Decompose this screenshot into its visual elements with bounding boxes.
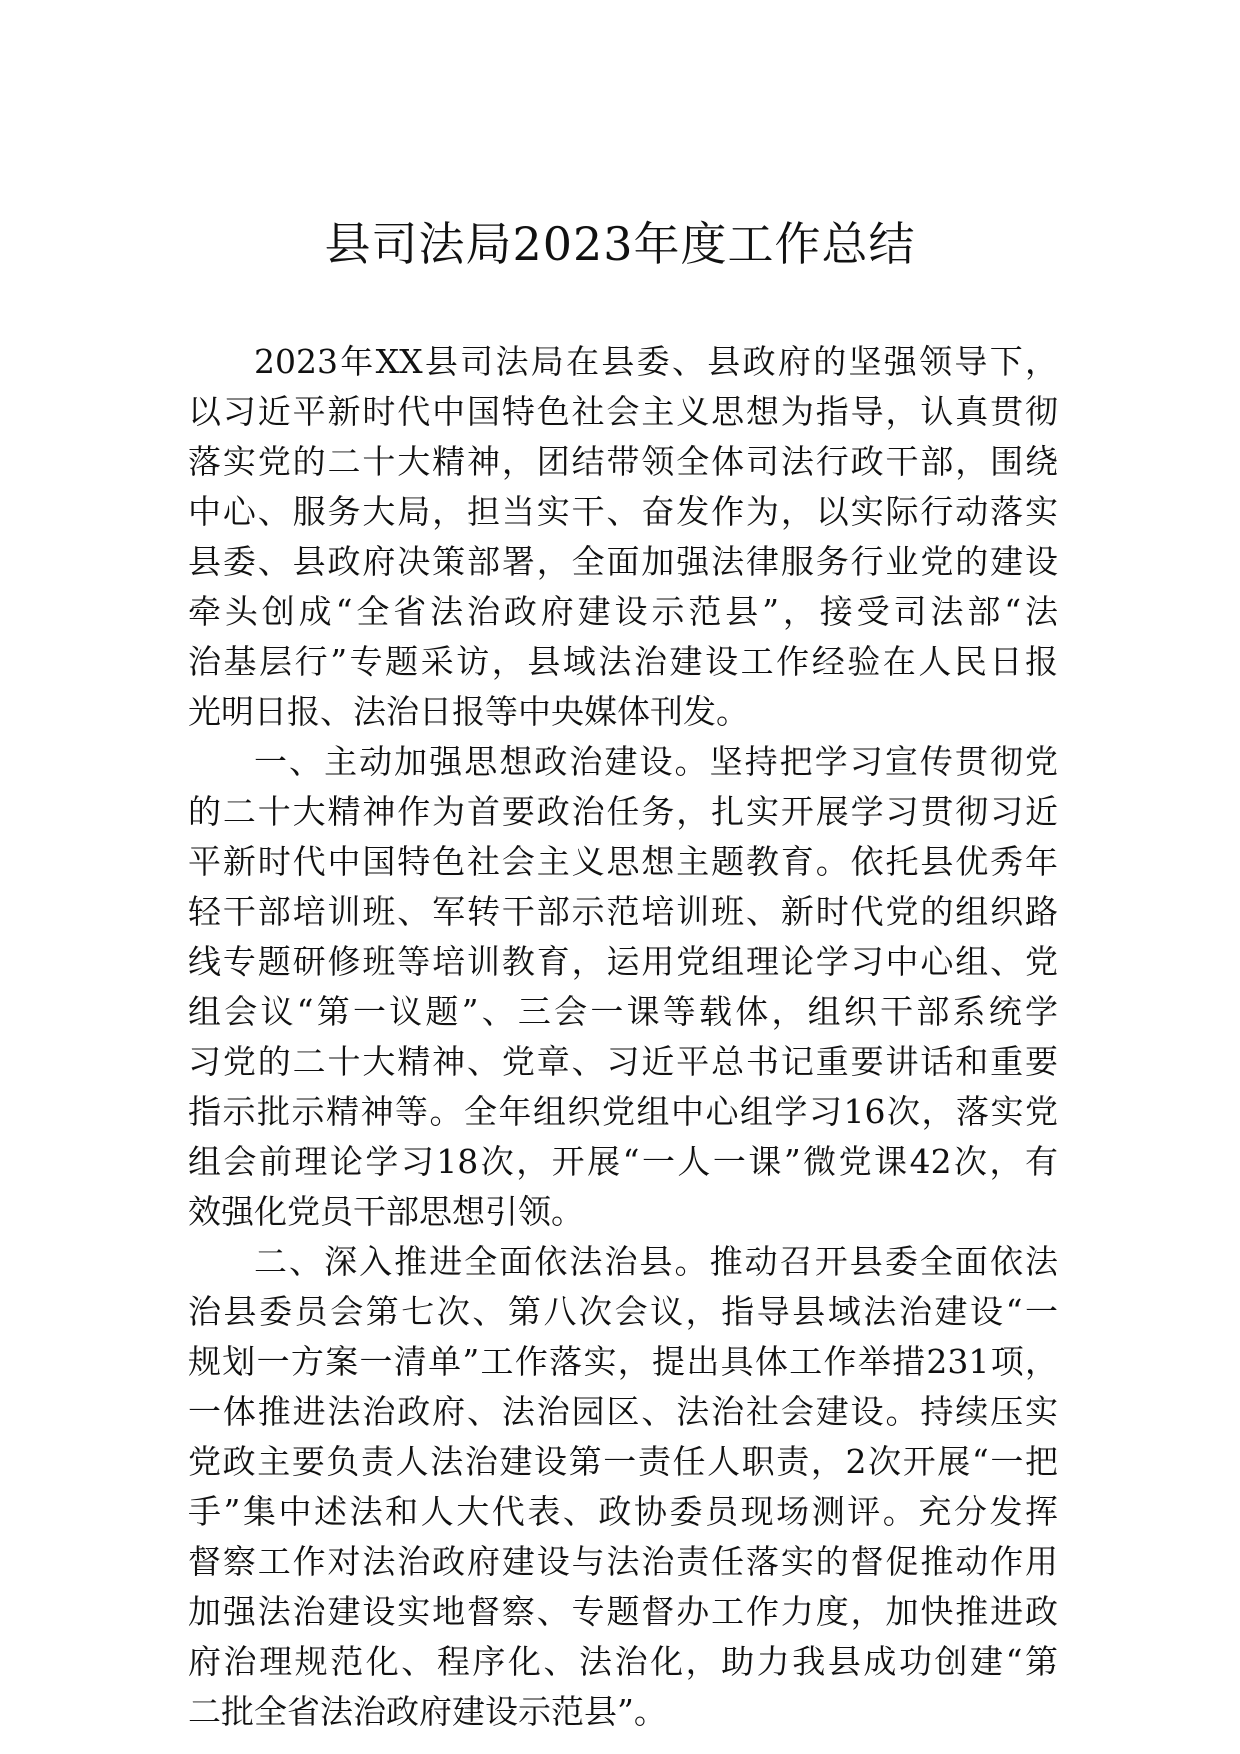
text-line: 二批全省法治政府建设示范县”。 (188, 1692, 667, 1731)
text-line: 一、主动加强思想政治建设。坚持把学习宣传贯彻党 (254, 742, 1058, 781)
text-line: 党政主要负责人法治建设第一责任人职责，2次开展“一把 (188, 1442, 1058, 1481)
text-line: 平新时代中国特色社会主义思想主题教育。依托县优秀年 (188, 842, 1058, 881)
paragraph-section-2 (188, 1237, 1058, 1737)
paragraph-intro (188, 337, 1058, 737)
text-line: 中心、服务大局，担当实干、奋发作为，以实际行动落实 (188, 492, 1058, 531)
text-line: 光明日报、法治日报等中央媒体刊发。 (188, 692, 749, 731)
text-line: 落实党的二十大精神，团结带领全体司法行政干部，围绕 (188, 442, 1058, 481)
text-line: 指示批示精神等。全年组织党组中心组学习16次，落实党 (188, 1092, 1058, 1131)
document-body (188, 337, 1058, 1737)
text-line: 府治理规范化、程序化、法治化，助力我县成功创建“第 (188, 1642, 1058, 1681)
text-line: 以习近平新时代中国特色社会主义思想为指导，认真贯彻 (188, 392, 1058, 431)
text-line: 手”集中述法和人大代表、政协委员现场测评。充分发挥 (188, 1492, 1058, 1531)
text-line: 2023年XX县司法局在县委、县政府的坚强领导下， (254, 342, 1058, 381)
text-line: 线专题研修班等培训教育，运用党组理论学习中心组、党 (188, 942, 1058, 981)
text-line: 规划一方案一清单”工作落实，提出具体工作举措231项， (188, 1342, 1058, 1381)
text-line: 治县委员会第七次、第八次会议，指导县域法治建设“一 (188, 1292, 1058, 1331)
text-line: 组会前理论学习18次，开展“一人一课”微党课42次，有 (188, 1142, 1058, 1181)
text-line: 一体推进法治政府、法治园区、法治社会建设。持续压实 (188, 1392, 1058, 1431)
text-line: 组会议“第一议题”、三会一课等载体，组织干部系统学 (188, 992, 1058, 1031)
text-line: 轻干部培训班、军转干部示范培训班、新时代党的组织路 (188, 892, 1058, 931)
text-line: 二、深入推进全面依法治县。推动召开县委全面依法 (254, 1242, 1058, 1281)
text-line: 的二十大精神作为首要政治任务，扎实开展学习贯彻习近 (188, 792, 1058, 831)
text-line: 习党的二十大精神、党章、习近平总书记重要讲话和重要 (188, 1042, 1058, 1081)
text-line: 效强化党员干部思想引领。 (188, 1192, 584, 1231)
document-title: 县司法局2023年度工作总结 (324, 217, 916, 271)
text-line: 县委、县政府决策部署，全面加强法律服务行业党的建设 (188, 542, 1058, 581)
text-line: 治基层行”专题采访，县域法治建设工作经验在人民日报 (188, 642, 1058, 681)
paragraph-section-1 (188, 737, 1058, 1237)
text-line: 牵头创成“全省法治政府建设示范县”，接受司法部“法 (188, 592, 1058, 631)
text-line: 督察工作对法治政府建设与法治责任落实的督促推动作用 (188, 1542, 1058, 1581)
text-line: 加强法治建设实地督察、专题督办工作力度，加快推进政 (188, 1592, 1058, 1631)
